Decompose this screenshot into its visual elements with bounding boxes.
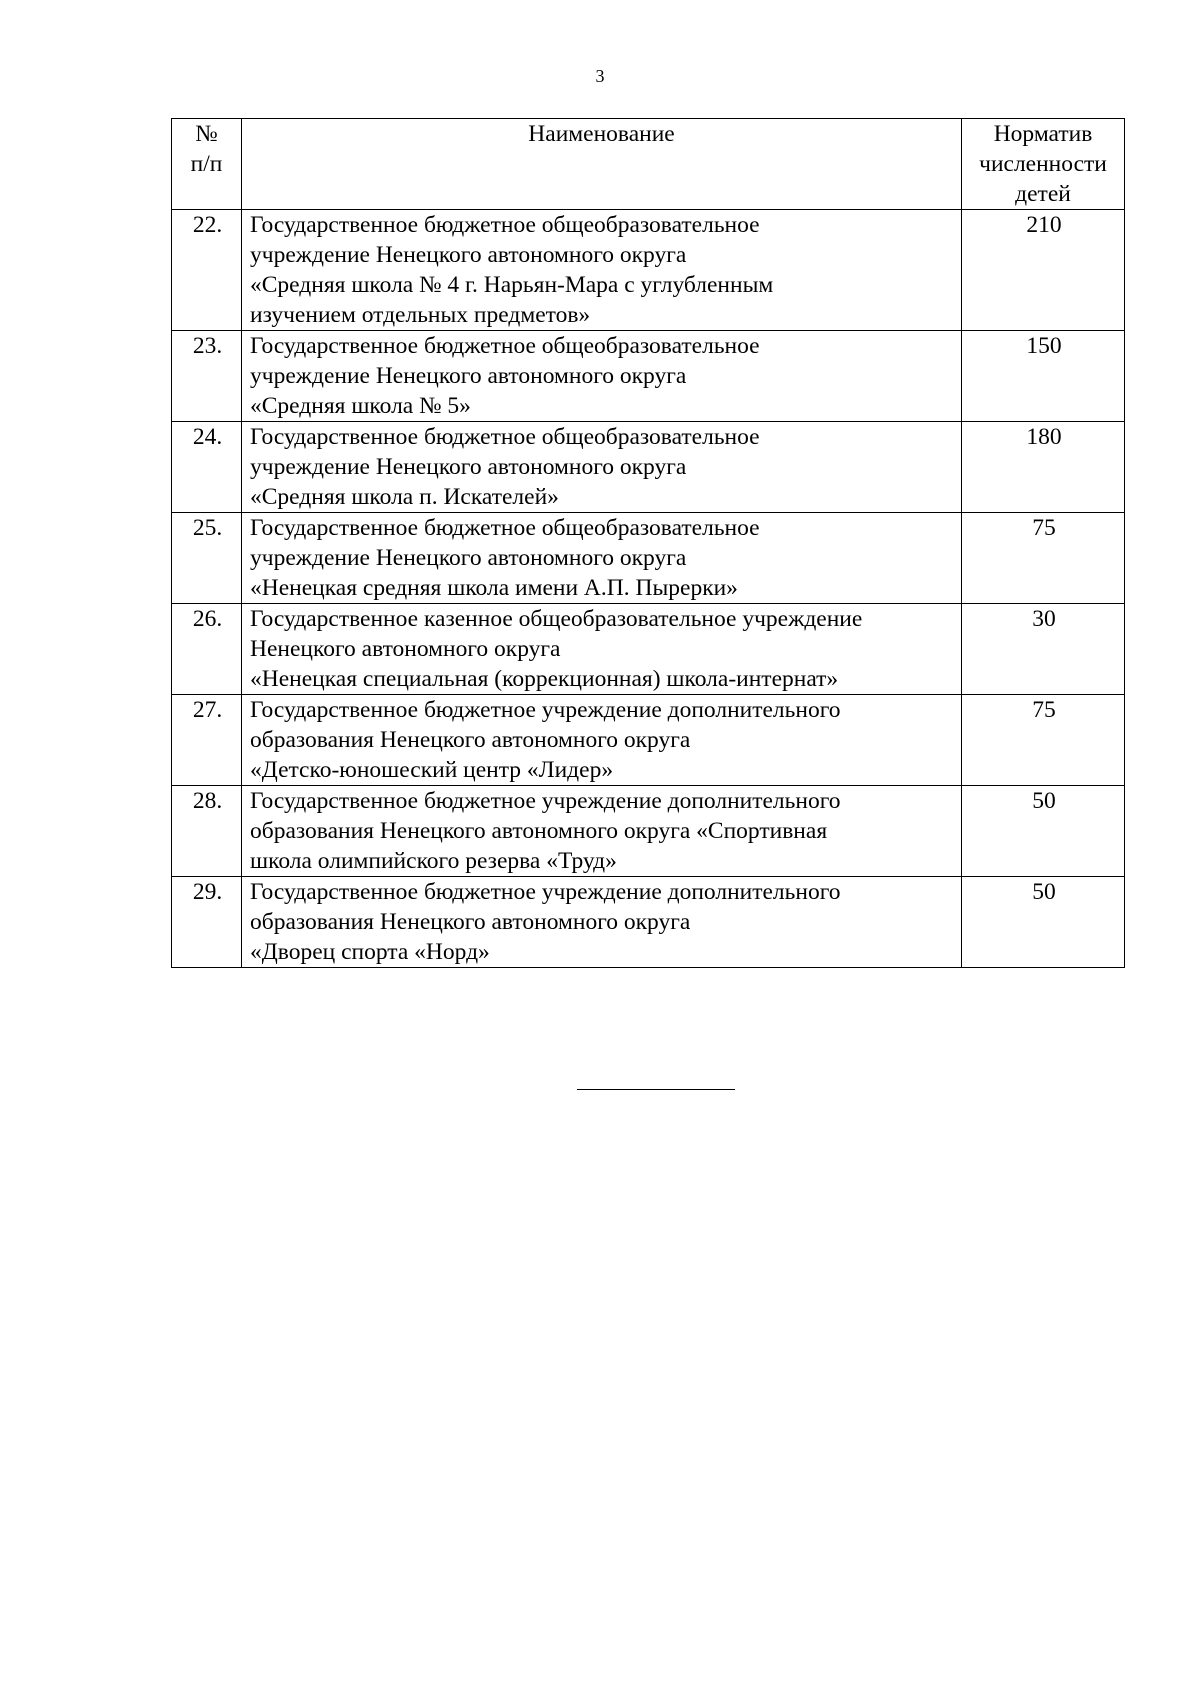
name-line: «Средняя школа п. Искателей» <box>250 484 559 510</box>
table-row <box>172 331 1125 422</box>
row-number: 24. <box>172 422 242 513</box>
name-line: учреждение Ненецкого автономного округа <box>250 545 687 571</box>
name-line: «Средняя школа № 4 г. Нарьян-Мара с углубленным <box>250 272 774 298</box>
name-line: Государственное бюджетное общеобразовательное <box>250 212 760 238</box>
table-row <box>172 422 1125 513</box>
name-line: «Ненецкая специальная (коррекционная) школа-интернат» <box>250 666 839 692</box>
name-line: учреждение Ненецкого автономного округа <box>250 454 687 480</box>
name-line: изучением отдельных предметов» <box>250 302 591 328</box>
institution-name <box>242 604 962 695</box>
name-line: Государственное бюджетное учреждение дополнительного <box>250 788 841 814</box>
name-line: «Ненецкая средняя школа имени А.П. Пырерки» <box>250 575 738 601</box>
table-row <box>172 695 1125 786</box>
name-line: Государственное бюджетное общеобразовательное <box>250 333 760 359</box>
name-line: «Детско-юношеский центр «Лидер» <box>250 757 614 783</box>
children-norm: 75 <box>962 513 1125 604</box>
header-norm-line: численности <box>979 151 1107 177</box>
name-line: образования Ненецкого автономного округа <box>250 909 691 935</box>
name-line: Ненецкого автономного округа <box>250 636 561 662</box>
name-line: «Дворец спорта «Норд» <box>250 939 490 965</box>
children-norm: 180 <box>962 422 1125 513</box>
name-line: школа олимпийского резерва «Труд» <box>250 848 617 874</box>
institution-name <box>242 786 962 877</box>
header-num <box>172 119 242 210</box>
children-norm: 50 <box>962 877 1125 968</box>
children-norm: 210 <box>962 210 1125 331</box>
institution-name <box>242 422 962 513</box>
table-row <box>172 604 1125 695</box>
institution-name <box>242 210 962 331</box>
row-number: 22. <box>172 210 242 331</box>
page-number: 3 <box>595 66 605 86</box>
name-line: Государственное бюджетное учреждение дополнительного <box>250 879 841 905</box>
row-number: 29. <box>172 877 242 968</box>
table-header-row <box>172 119 1125 210</box>
name-line: Государственное казенное общеобразовательное учреждение <box>250 606 863 632</box>
children-norm: 150 <box>962 331 1125 422</box>
header-name <box>242 119 962 210</box>
name-line: образования Ненецкого автономного округа «Спортивная <box>250 818 828 844</box>
row-number: 27. <box>172 695 242 786</box>
institution-name <box>242 331 962 422</box>
name-line: образования Ненецкого автономного округа <box>250 727 691 753</box>
table-row <box>172 877 1125 968</box>
row-number: 25. <box>172 513 242 604</box>
children-norm: 30 <box>962 604 1125 695</box>
institution-name <box>242 513 962 604</box>
table-row <box>172 513 1125 604</box>
schools-norm-table <box>171 118 1125 968</box>
children-norm: 75 <box>962 695 1125 786</box>
name-line: учреждение Ненецкого автономного округа <box>250 363 687 389</box>
row-number: 23. <box>172 331 242 422</box>
name-line: Государственное бюджетное общеобразовательное <box>250 515 760 541</box>
header-num-line: п/п <box>190 151 223 177</box>
name-line: «Средняя школа № 5» <box>250 393 471 419</box>
row-number: 28. <box>172 786 242 877</box>
table-row <box>172 786 1125 877</box>
closing-divider <box>577 1089 735 1090</box>
header-norm-line: Норматив <box>993 121 1093 147</box>
name-line: учреждение Ненецкого автономного округа <box>250 242 687 268</box>
institution-name <box>242 877 962 968</box>
table-row <box>172 210 1125 331</box>
header-norm-line: детей <box>1015 181 1071 207</box>
header-norm <box>962 119 1125 210</box>
institution-name <box>242 695 962 786</box>
row-number: 26. <box>172 604 242 695</box>
header-num-line: № <box>195 121 218 147</box>
header-name-line: Наименование <box>528 121 675 147</box>
name-line: Государственное бюджетное учреждение дополнительного <box>250 697 841 723</box>
children-norm: 50 <box>962 786 1125 877</box>
name-line: Государственное бюджетное общеобразовательное <box>250 424 760 450</box>
